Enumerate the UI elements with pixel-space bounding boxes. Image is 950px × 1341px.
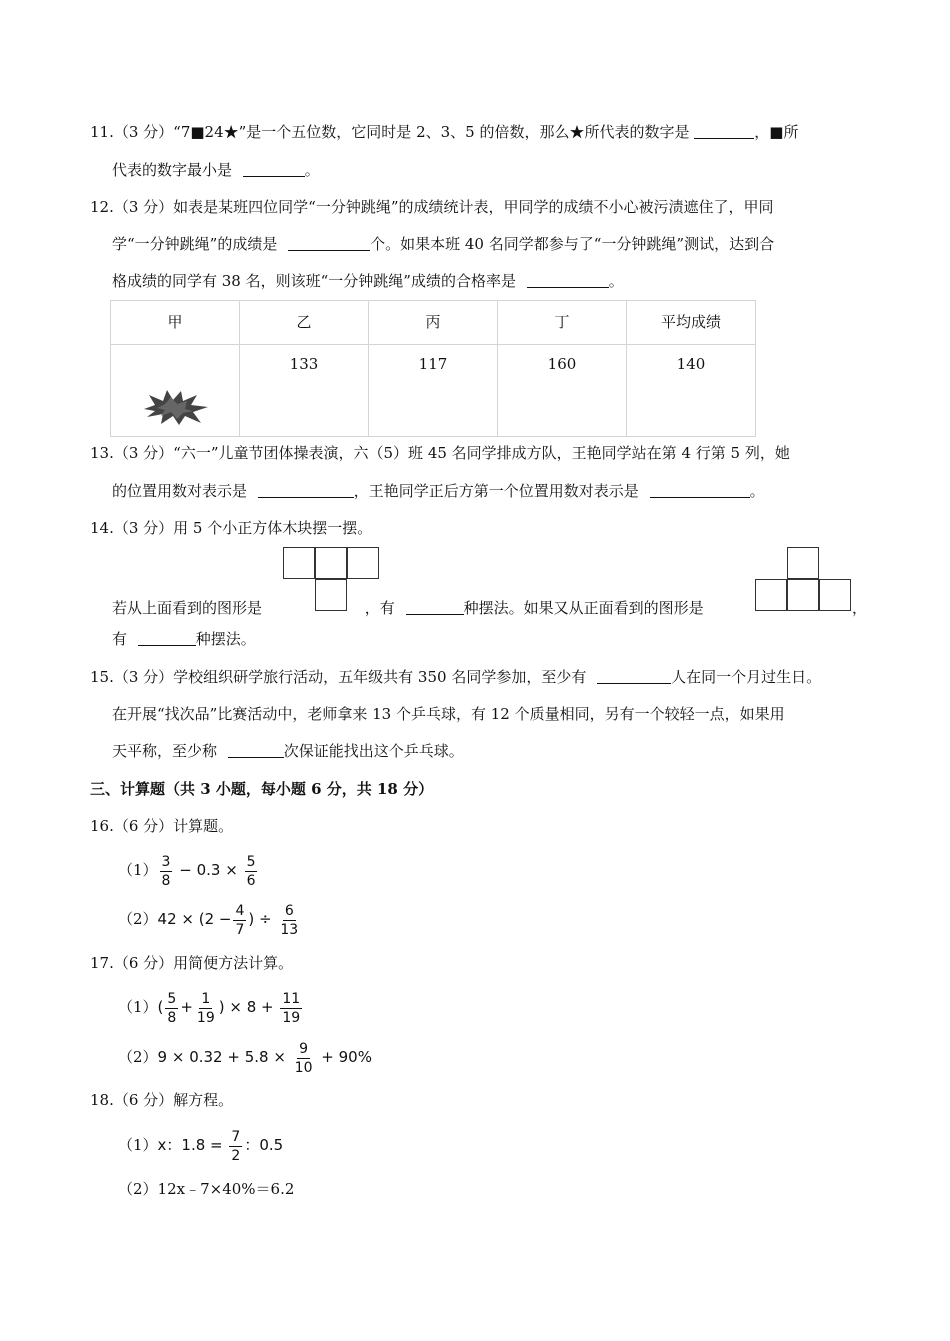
figure-square [283, 547, 315, 579]
figure-square [819, 579, 851, 611]
table-header-cell: 丙 [369, 301, 498, 345]
table-header-cell: 甲 [111, 301, 240, 345]
q13-blank-position[interactable] [258, 482, 354, 498]
q13-blank-behind[interactable] [650, 482, 750, 498]
q18-title: 18.（6 分）解方程。 [90, 1091, 234, 1109]
table-cell: 117 [369, 345, 498, 437]
table-cell: 133 [240, 345, 369, 437]
q11-blank-square[interactable] [243, 161, 305, 177]
fraction: $\frac{11}{19}$ [282, 990, 301, 1026]
q16-part2: （2）42 × (2 − $\frac{4}{7}$ ) ÷ $\frac{6}{13}$ [118, 902, 299, 938]
q16-title: 16.（6 分）计算题。 [90, 817, 234, 835]
q12-line3: 格成绩的同学有 38 名，则该班“一分钟跳绳”成绩的合格率是 。 [112, 272, 624, 290]
q15-blank-weighings[interactable] [228, 742, 284, 758]
fraction: $\frac{1}{19}$ [196, 990, 215, 1026]
figure-square [787, 579, 819, 611]
ink-stain-icon [141, 387, 211, 427]
q15-line3: 天平称，至少称 次保证能找出这个乒乓球。 [112, 742, 464, 760]
front-view-figure [755, 547, 853, 615]
stain-cell [111, 345, 240, 437]
q14-comma: ， [852, 599, 868, 617]
q12-blank-score[interactable] [288, 235, 370, 251]
q12-blank-rate[interactable] [527, 272, 609, 288]
table-row [111, 345, 756, 437]
q15-blank-people[interactable] [597, 668, 671, 684]
q14-line3: 有 种摆法。 [112, 630, 256, 648]
table-header-cell: 丁 [498, 301, 627, 345]
fraction: $\frac{5}{6}$ [246, 853, 256, 889]
figure-square [755, 579, 787, 611]
score-table [110, 300, 756, 437]
q13-line2: 的位置用数对表示是 ，王艳同学正后方第一个位置用数对表示是 。 [112, 482, 765, 500]
figure-square [787, 547, 819, 579]
q14-line2: 若从上面看到的图形是 ，有 种摆法。如果又从正面看到的图形是 [112, 599, 704, 617]
q18-part1: （1）x：1.8 = $\frac{7}{2}$ ：0.5 [118, 1128, 284, 1164]
q15-line2: 在开展“找次品”比赛活动中，老师拿来 13 个乒乓球，有 12 个质量相同，另有一个较轻一点，如果用 [112, 705, 785, 723]
q11-line2: 代表的数字最小是 。 [112, 161, 320, 179]
q11-line1: 11.（3 分）“7■24★”是一个五位数，它同时是 2、3、5 的倍数，那么★所代表的数字是 ，■所 [90, 123, 799, 141]
table-header-row [111, 301, 756, 345]
section-title: 三、计算题（共 3 小题，每小题 6 分，共 18 分） [90, 780, 434, 798]
q18-part2: （2）12x﹣7×40%＝6.2 [118, 1180, 295, 1198]
table-cell: 160 [498, 345, 627, 437]
fraction: $\frac{6}{13}$ [280, 902, 299, 938]
q14-line1: 14.（3 分）用 5 个小正方体木块摆一摆。 [90, 519, 373, 537]
fraction: $\frac{5}{8}$ [167, 990, 177, 1026]
q15-line1: 15.（3 分）学校组织研学旅行活动，五年级共有 350 名同学参加，至少有 人在同一个月过生日。 [90, 668, 822, 686]
q11-blank-star[interactable] [694, 123, 754, 139]
q12-line2: 学“一分钟跳绳”的成绩是 个。如果本班 40 名同学都参与了“一分钟跳绳”测试，达到合 [112, 235, 775, 253]
fraction: $\frac{9}{10}$ [294, 1040, 313, 1076]
q12-line1: 12.（3 分）如表是某班四位同学“一分钟跳绳”的成绩统计表，甲同学的成绩不小心被污渍遮住了，甲同 [90, 198, 774, 216]
fraction: $\frac{4}{7}$ [235, 902, 245, 938]
figure-square [347, 547, 379, 579]
q17-part2: （2）9 × 0.32 + 5.8 × $\frac{9}{10}$ + 90% [118, 1040, 372, 1076]
table-header-cell: 乙 [240, 301, 369, 345]
table-cell: 140 [627, 345, 756, 437]
fraction: $\frac{3}{8}$ [161, 853, 171, 889]
q13-line1: 13.（3 分）“六一”儿童节团体操表演，六（5）班 45 名同学排成方队，王艳同学站在第 4 行第 5 列，她 [90, 444, 790, 462]
q17-title: 17.（6 分）用简便方法计算。 [90, 954, 294, 972]
q17-part1: （1）( $\frac{5}{8}$ + $\frac{1}{19}$ ) × 8 + $\frac{11}{19}$ [118, 990, 301, 1026]
figure-square [315, 547, 347, 579]
fraction: $\frac{7}{2}$ [231, 1128, 241, 1164]
table-header-cell: 平均成绩 [627, 301, 756, 345]
q14-blank-count2[interactable] [138, 630, 196, 646]
q16-part1: （1） $\frac{3}{8}$ − 0.3 × $\frac{5}{6}$ [118, 853, 256, 889]
q14-blank-count1[interactable] [406, 599, 464, 615]
